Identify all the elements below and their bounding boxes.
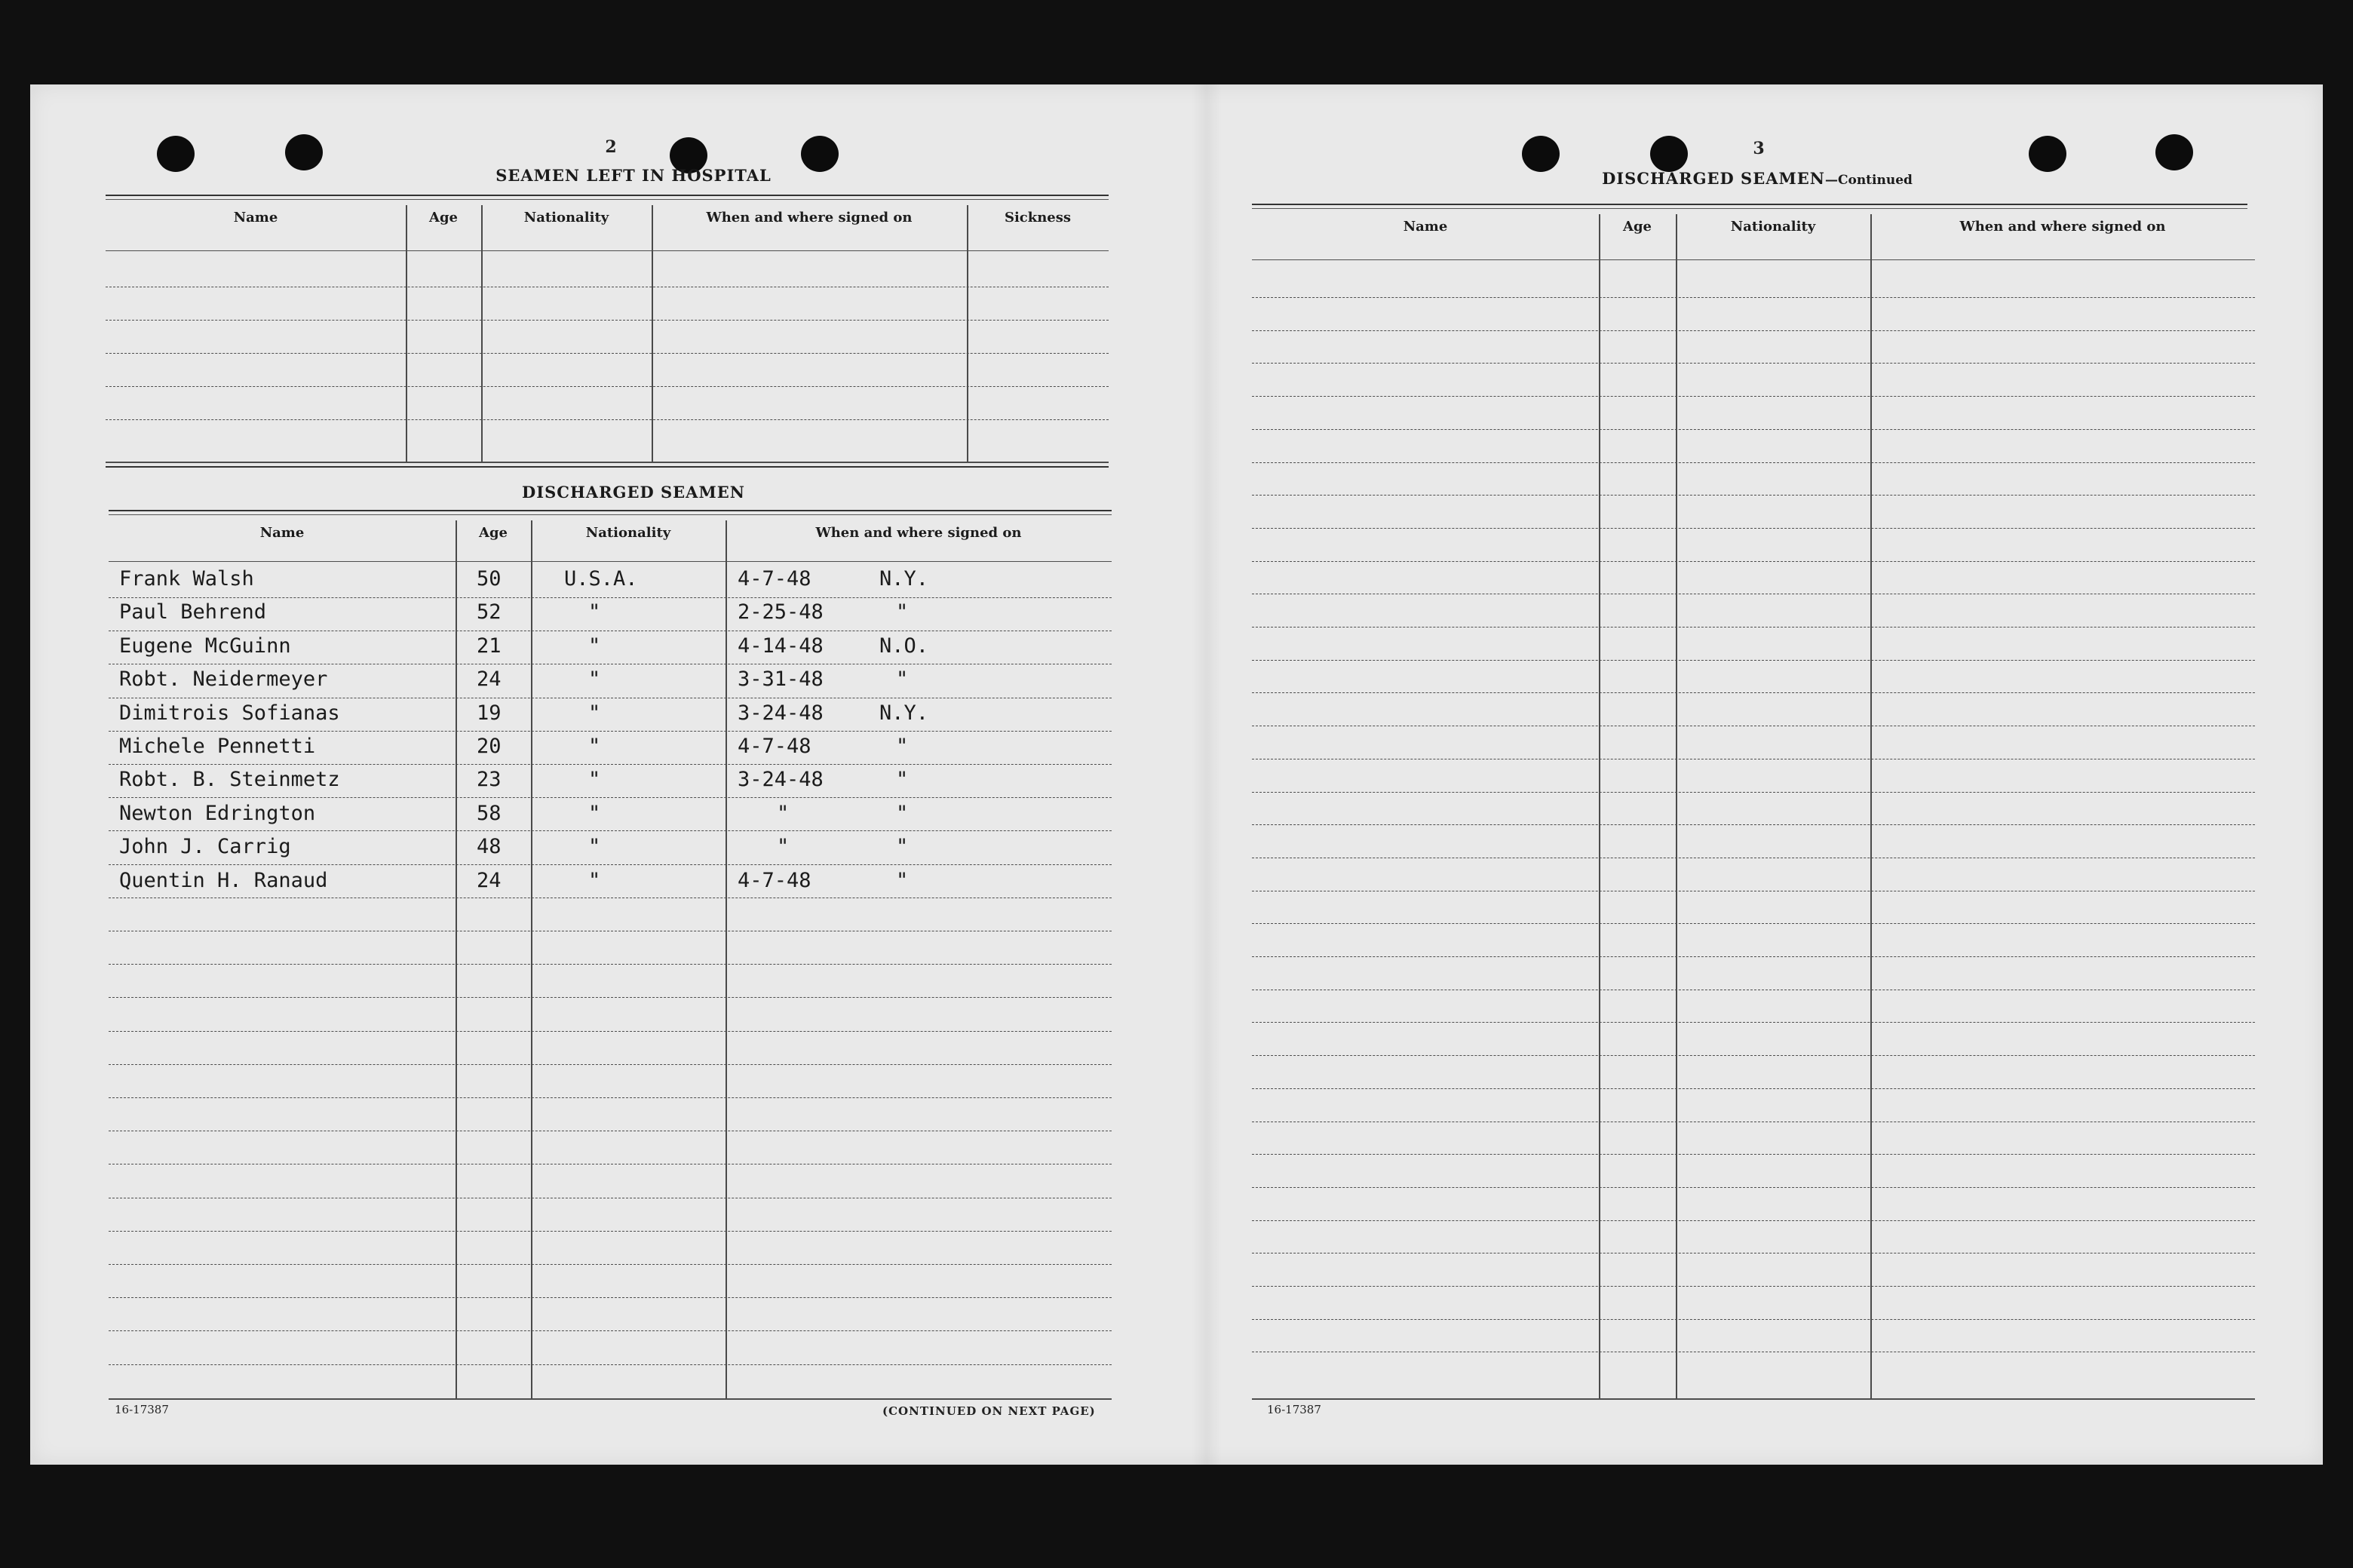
- seaman-nationality: U.S.A.: [564, 567, 638, 591]
- signed-on-place: ": [896, 600, 909, 624]
- row-rule: [109, 764, 1112, 765]
- left-page-number: 2: [605, 137, 617, 157]
- continued-title-suffix: —Continued: [1824, 173, 1913, 188]
- signed-on-date: 3-31-48: [738, 667, 824, 692]
- column-divider: [652, 205, 653, 462]
- right-page-number: 3: [1753, 139, 1765, 158]
- punch-hole: [2029, 136, 2066, 172]
- punch-hole: [1650, 136, 1688, 172]
- row-rule: [1252, 1319, 2255, 1320]
- row-rule: [109, 1031, 1112, 1032]
- seaman-age: 48: [477, 835, 502, 859]
- signed-on-date: 4-7-48: [738, 868, 811, 892]
- column-header: When and where signed on: [1959, 219, 2166, 235]
- table-bottom-rule: [106, 462, 1109, 463]
- seaman-age: 21: [477, 634, 502, 658]
- row-rule: [109, 830, 1112, 831]
- seaman-nationality: ": [588, 768, 601, 792]
- row-rule: [106, 353, 1109, 354]
- signed-on-place: N.O.: [879, 634, 929, 658]
- seaman-age: 24: [477, 667, 502, 692]
- left-form-number: 16-17387: [115, 1403, 169, 1416]
- row-rule: [1252, 956, 2255, 957]
- row-rule: [1252, 1022, 2255, 1023]
- row-rule: [1252, 1187, 2255, 1188]
- signed-on-place: N.Y.: [879, 701, 929, 725]
- signed-on-place: ": [896, 868, 909, 892]
- row-rule: [1252, 1220, 2255, 1221]
- row-rule: [109, 1297, 1112, 1298]
- seaman-nationality: ": [588, 600, 601, 624]
- row-rule: [1252, 561, 2255, 562]
- seaman-age: 50: [477, 567, 502, 591]
- column-header: Age: [428, 210, 458, 226]
- signed-on-date: 2-25-48: [738, 600, 824, 624]
- row-rule: [1252, 627, 2255, 628]
- row-rule: [1252, 297, 2255, 298]
- continued-top-rule: [1252, 208, 2247, 209]
- row-rule: [1252, 363, 2255, 364]
- row-rule: [109, 864, 1112, 865]
- row-rule: [109, 731, 1112, 732]
- row-rule: [1252, 429, 2255, 430]
- continued-top-rule: [1252, 204, 2247, 205]
- row-rule: [109, 797, 1112, 798]
- row-rule: [1252, 1088, 2255, 1089]
- seaman-name: Frank Walsh: [119, 567, 254, 591]
- row-rule: [1252, 692, 2255, 693]
- row-rule: [1252, 330, 2255, 331]
- discharged-top-rule: [109, 514, 1112, 515]
- column-divider: [406, 205, 407, 462]
- column-header: Nationality: [523, 210, 609, 226]
- row-rule: [106, 386, 1109, 387]
- seaman-nationality: ": [588, 801, 601, 825]
- column-header: Name: [233, 210, 278, 226]
- signed-on-date: 3-24-48: [738, 768, 824, 792]
- punch-hole: [285, 134, 323, 170]
- seaman-nationality: ": [588, 667, 601, 692]
- seaman-name: Quentin H. Ranaud: [119, 868, 328, 892]
- row-rule: [109, 1364, 1112, 1365]
- column-divider: [967, 205, 968, 462]
- column-divider: [481, 205, 483, 462]
- row-rule: [106, 419, 1109, 420]
- seaman-nationality: ": [588, 835, 601, 859]
- seaman-age: 19: [477, 701, 502, 725]
- column-divider: [456, 520, 457, 1398]
- seaman-nationality: ": [588, 701, 601, 725]
- row-rule: [1252, 923, 2255, 924]
- header-rule: [1252, 259, 2255, 260]
- column-header: When and where signed on: [815, 525, 1022, 541]
- signed-on-date: 4-7-48: [738, 735, 811, 758]
- seaman-name: Newton Edrington: [119, 801, 316, 825]
- seaman-age: 52: [477, 600, 502, 624]
- seaman-name: Robt. B. Steinmetz: [119, 768, 340, 792]
- row-rule: [109, 1097, 1112, 1098]
- column-header: Sickness: [1004, 210, 1072, 226]
- punch-hole: [157, 136, 195, 172]
- row-rule: [1252, 660, 2255, 661]
- row-rule: [109, 997, 1112, 998]
- seaman-name: Eugene McGuinn: [119, 634, 291, 658]
- seaman-age: 20: [477, 735, 502, 758]
- column-header: Age: [478, 525, 508, 541]
- continued-title-main: DISCHARGED SEAMEN: [1602, 169, 1825, 188]
- row-rule: [1252, 528, 2255, 529]
- signed-on-date: 3-24-48: [738, 701, 824, 725]
- hospital-bottom-rule: [106, 466, 1109, 468]
- row-rule: [1252, 1154, 2255, 1155]
- row-rule: [109, 1064, 1112, 1065]
- row-rule: [1252, 1055, 2255, 1056]
- row-rule: [109, 1330, 1112, 1331]
- row-rule: [1252, 792, 2255, 793]
- signed-on-place: ": [896, 667, 909, 692]
- row-rule: [109, 964, 1112, 965]
- row-rule: [109, 597, 1112, 598]
- signed-on-place: ": [896, 801, 909, 825]
- seaman-name: Dimitrois Sofianas: [119, 701, 340, 725]
- seaman-age: 58: [477, 801, 502, 825]
- header-rule: [109, 561, 1112, 562]
- column-header: When and where signed on: [706, 210, 913, 226]
- ledger-sheet: [30, 84, 2323, 1465]
- column-header: Nationality: [585, 525, 671, 541]
- signed-on-place: N.Y.: [879, 567, 929, 591]
- hospital-top-rule: [106, 195, 1109, 196]
- seaman-name: John J. Carrig: [119, 835, 291, 859]
- column-header: Age: [1622, 219, 1652, 235]
- seaman-name: Paul Behrend: [119, 600, 267, 624]
- row-rule: [109, 1264, 1112, 1265]
- row-rule: [1252, 824, 2255, 825]
- seaman-nationality: ": [588, 735, 601, 758]
- row-rule: [1252, 396, 2255, 397]
- right-form-number: 16-17387: [1267, 1403, 1321, 1416]
- seaman-name: Robt. Neidermeyer: [119, 667, 328, 692]
- signed-on-place: ": [896, 768, 909, 792]
- row-rule: [1252, 462, 2255, 463]
- seaman-age: 24: [477, 868, 502, 892]
- signed-on-place: ": [896, 835, 909, 859]
- continued-section-title: [1561, 169, 1953, 188]
- signed-on-date: ": [777, 835, 790, 859]
- row-rule: [1252, 1286, 2255, 1287]
- column-header: Nationality: [1730, 219, 1816, 235]
- column-divider: [531, 520, 532, 1398]
- punch-hole: [1522, 136, 1560, 172]
- seaman-nationality: ": [588, 868, 601, 892]
- table-bottom-rule: [109, 1398, 1112, 1400]
- row-rule: [106, 320, 1109, 321]
- discharged-section-title: DISCHARGED SEAMEN: [522, 483, 745, 502]
- seaman-nationality: ": [588, 634, 601, 658]
- punch-hole: [2155, 134, 2193, 170]
- continued-note: (CONTINUED ON NEXT PAGE): [882, 1404, 1096, 1418]
- column-header: Name: [259, 525, 305, 541]
- page-crease: [1192, 84, 1222, 1465]
- signed-on-date: 4-14-48: [738, 634, 824, 658]
- row-rule: [109, 1231, 1112, 1232]
- signed-on-date: ": [777, 801, 790, 825]
- signed-on-place: ": [896, 735, 909, 758]
- header-rule: [106, 250, 1109, 251]
- signed-on-date: 4-7-48: [738, 567, 811, 591]
- row-rule: [1252, 495, 2255, 496]
- discharged-top-rule: [109, 510, 1112, 511]
- seaman-age: 23: [477, 768, 502, 792]
- column-header: Name: [1403, 219, 1448, 235]
- seaman-name: Michele Pennetti: [119, 735, 316, 758]
- hospital-section-title: SEAMEN LEFT IN HOSPITAL: [495, 166, 772, 185]
- table-bottom-rule: [1252, 1398, 2255, 1400]
- hospital-top-rule: [106, 199, 1109, 200]
- column-divider: [726, 520, 727, 1398]
